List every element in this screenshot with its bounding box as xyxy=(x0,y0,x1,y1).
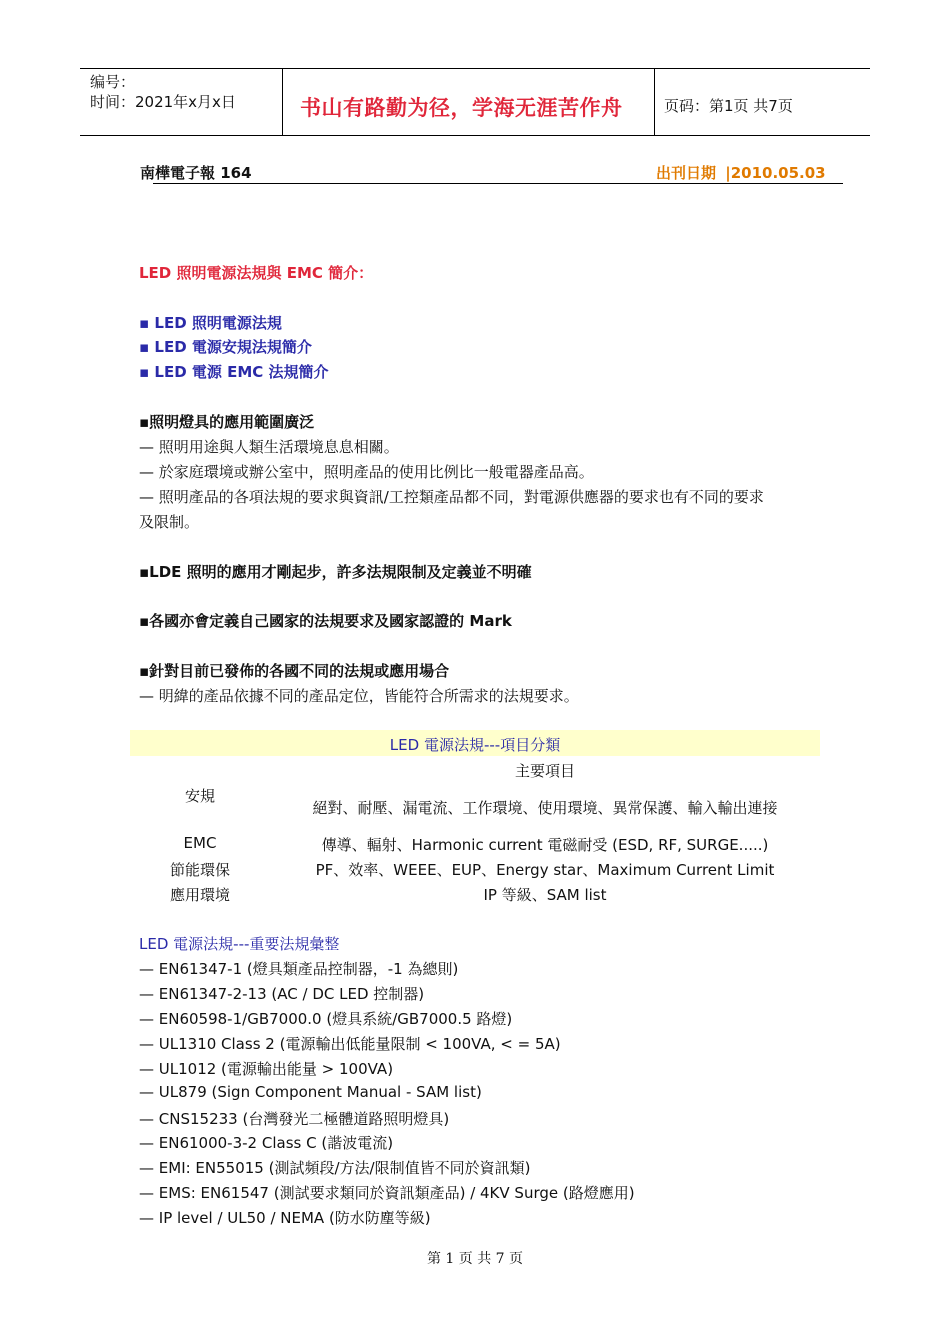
regs-item: — UL879 (Sign Component Manual - SAM list) xyxy=(139,1083,482,1101)
header-divider-left xyxy=(282,68,283,136)
section-heading: ▪照明燈具的應用範圍廣泛 xyxy=(139,413,315,431)
regs-item: — UL1012 (電源輸出能量 > 100VA) xyxy=(139,1060,394,1078)
regs-item: — CNS15233 (台灣發光二極體道路照明燈具) xyxy=(139,1110,450,1128)
body-line: — 明緯的產品依據不同的產品定位，皆能符合所需求的法規要求。 xyxy=(139,687,579,705)
toc-item: ▪ LED 照明電源法規 xyxy=(139,314,282,332)
newsletter-name: 南樺電子報 164 xyxy=(140,164,252,182)
regs-item: — EN61000-3-2 Class C (諧波電流) xyxy=(139,1134,394,1152)
regs-item: — EN61347-2-13 (AC / DC LED 控制器) xyxy=(139,985,425,1003)
header-time-label: 时间：2021年x月x日 xyxy=(90,93,236,111)
table-cell-items: 絕對、耐壓、漏電流、工作環境、使用環境、異常保護、輸入輸出連接 xyxy=(312,799,778,817)
newsletter-date-label: 出刊日期 xyxy=(656,164,717,182)
regs-item: — EMI: EN55015 (測試頻段/方法/限制值皆不同於資訊類) xyxy=(139,1159,531,1177)
regs-item: — EMS: EN61547 (測試要求類同於資訊類產品) / 4KV Surge (路燈應用) xyxy=(139,1184,635,1202)
regs-title: LED 電源法規---重要法規彙整 xyxy=(139,935,340,953)
section-heading: ▪各國亦會定義自己國家的法規要求及國家認證的 Mark xyxy=(139,612,512,630)
newsletter-date xyxy=(656,162,826,183)
table-cell-items: IP 等級、SAM list xyxy=(483,886,607,904)
header-motto: 书山有路勤为径，学海无涯苦作舟 xyxy=(300,96,623,120)
toc-item: ▪ LED 電源安規法規簡介 xyxy=(139,338,312,356)
page-title: LED 照明電源法規與 EMC 簡介： xyxy=(139,264,374,282)
header-divider-right xyxy=(654,68,655,136)
body-line: — 照明產品的各項法規的要求與資訊/工控類產品都不同，對電源供應器的要求也有不同的要求 xyxy=(139,488,764,506)
body-line: 及限制。 xyxy=(139,513,200,531)
body-line: — 照明用途與人類生活環境息息相關。 xyxy=(139,438,399,456)
body-line: — 於家庭環境或辦公室中，照明產品的使用比例比一般電器產品高。 xyxy=(139,463,594,481)
table-cell-category: 應用環境 xyxy=(169,886,230,904)
page-footer: 第 1 页 共 7 页 xyxy=(426,1251,524,1267)
newsletter-rule xyxy=(153,183,843,184)
section-heading: ▪針對目前已發佈的各國不同的法規或應用場合 xyxy=(139,662,450,680)
regs-item: — UL1310 Class 2 (電源輸出低能量限制 < 100VA, < = 5A) xyxy=(139,1035,561,1053)
regs-item: — EN60598-1/GB7000.0 (燈具系統/GB7000.5 路燈) xyxy=(139,1010,513,1028)
toc-item: ▪ LED 電源 EMC 法規簡介 xyxy=(139,363,329,381)
regs-item: — IP level / UL50 / NEMA (防水防塵等級) xyxy=(139,1209,431,1227)
newsletter-date-value: |2010.05.03 xyxy=(725,164,826,182)
header-page-info: 页码：第1页 共7页 xyxy=(664,97,793,115)
header-number-label: 编号： xyxy=(90,73,136,91)
table-title: LED 電源法規---項目分類 xyxy=(389,736,561,754)
section-heading: ▪LDE 照明的應用才剛起步，許多法規限制及定義並不明確 xyxy=(139,563,532,581)
regs-item: — EN61347-1 (燈具類產品控制器，-1 為總則) xyxy=(139,960,459,978)
table-cell-items: PF、效率、WEEE、EUP、Energy star、Maximum Current Limit xyxy=(315,861,775,879)
table-header-main-items: 主要項目 xyxy=(514,762,575,780)
table-cell-category: EMC xyxy=(183,834,217,852)
table-cell-category: 安規 xyxy=(184,787,215,805)
table-cell-items: 傳導、輻射、Harmonic current 電磁耐受 (ESD, RF, SURGE.....) xyxy=(321,836,769,854)
header-top-rule xyxy=(80,68,870,69)
header-bottom-rule xyxy=(80,135,870,136)
table-cell-category: 節能環保 xyxy=(169,861,230,879)
